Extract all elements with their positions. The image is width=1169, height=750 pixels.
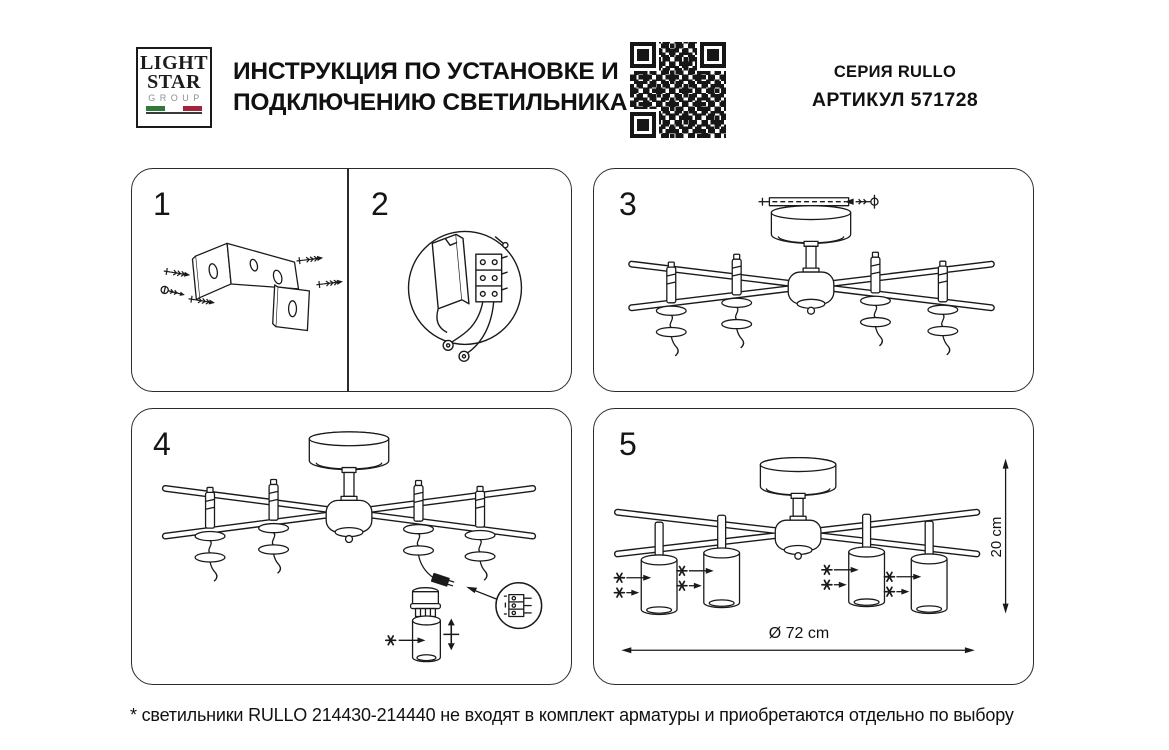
terminal-block-icon: [476, 235, 509, 302]
panel-5-number: 5: [619, 426, 637, 462]
shade-attachment-diagram: [132, 409, 571, 684]
central-hub: [775, 520, 821, 559]
connector-detail-circle: [496, 583, 542, 629]
shade-cylinder: [413, 616, 441, 662]
diameter-dimension-label: Ø 72 cm: [768, 625, 830, 642]
stem: [803, 241, 819, 272]
title-line-2: ПОДКЛЮЧЕНИЮ СВЕТИЛЬНИКА: [233, 89, 628, 116]
mounting-bar: [758, 198, 848, 206]
italian-flag-stripe: [146, 106, 202, 111]
panel-2-number: 2: [371, 186, 389, 222]
diameter-dimension-arrow: [621, 647, 974, 653]
panel-1-2-box: [131, 168, 572, 392]
frame-assembly-diagram: [594, 169, 1033, 391]
panel-5-box: [593, 408, 1034, 685]
panel-3-number: 3: [619, 186, 637, 222]
lamp-socket: [411, 588, 441, 617]
page-title: [233, 56, 627, 118]
logo-word-star: STAR: [147, 71, 201, 93]
flag-underline: [146, 112, 202, 114]
stem: [341, 468, 357, 501]
screw-icon: [845, 195, 878, 209]
series-label: СЕРИЯ RULLO: [833, 63, 957, 81]
central-hub: [326, 500, 372, 542]
article-label: АРТИКУЛ 571728: [811, 89, 979, 111]
move-arrows-icon: [443, 618, 459, 650]
qr-finder-icon: [630, 42, 656, 68]
panel-1-number: 1: [153, 186, 171, 222]
canopy: [771, 206, 850, 244]
wiring-detail-diagram: [132, 169, 571, 391]
height-dimension-label: 20 cm: [987, 516, 1005, 558]
canopy: [760, 458, 835, 496]
qr-finder-icon: [630, 112, 656, 138]
central-hub: [788, 272, 834, 314]
panel-4-number: 4: [153, 426, 171, 462]
panel-4-box: [131, 408, 572, 685]
product-info: [793, 63, 997, 112]
logo-word-group: GROUP: [148, 93, 204, 103]
canopy: [309, 432, 388, 470]
footnote: * светильники RULLO 214430-214440 не входят в комплект арматуры и приобретаются отдельно по выбору: [130, 705, 1014, 725]
lightstar-logo: [136, 47, 212, 128]
logo-word-light: LIGHT: [139, 52, 209, 74]
qr-code-icon: [630, 42, 726, 138]
title-line-1: ИНСТРУКЦИЯ ПО УСТАНОВКЕ И: [233, 58, 619, 85]
wires: [443, 302, 494, 361]
panel-3-box: [593, 168, 1034, 392]
qr-finder-icon: [700, 42, 726, 68]
stem: [790, 493, 806, 520]
junction-box: [432, 234, 469, 332]
